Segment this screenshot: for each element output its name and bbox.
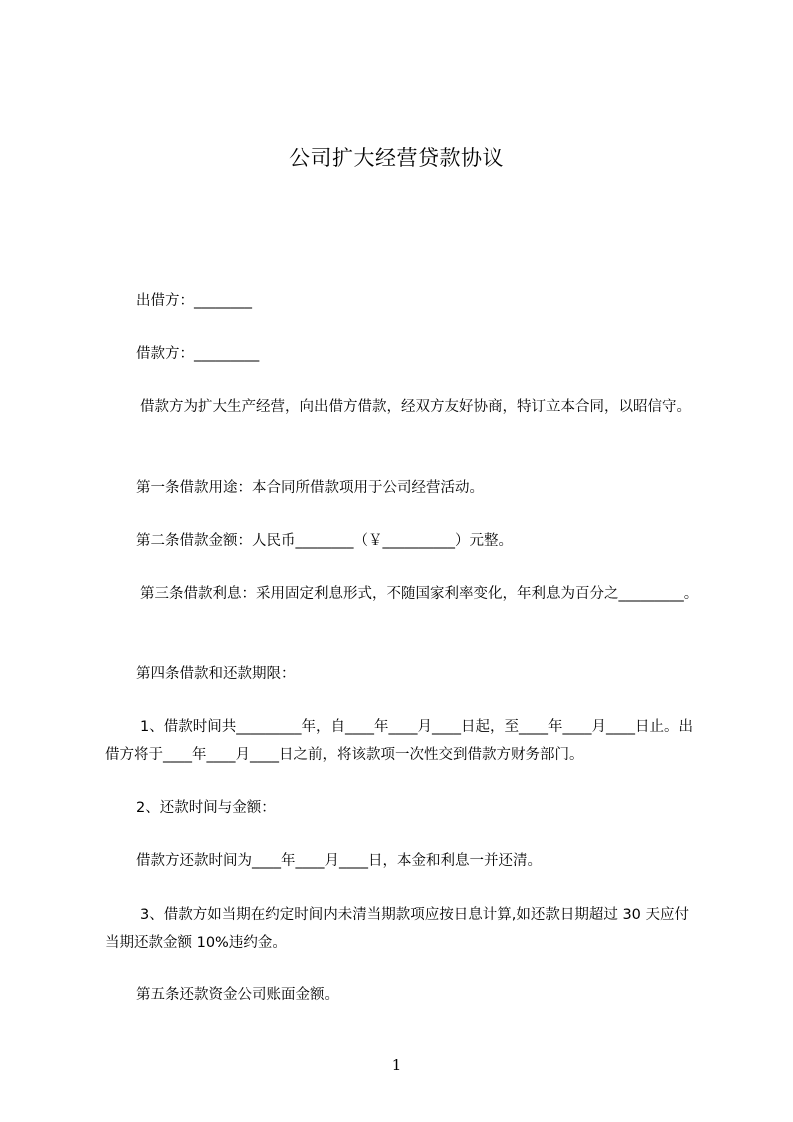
borrower-line: 借款方：_________ xyxy=(136,346,260,362)
article-4-item-2-heading: 2、还款时间与金额： xyxy=(136,800,276,816)
article-2: 第二条借款金额：人民币________（￥__________）元整。 xyxy=(136,533,513,549)
page-number: 1 xyxy=(391,1056,402,1074)
article-5: 第五条还款资金公司账面金额。 xyxy=(136,987,339,1003)
article-4-item-3: 3、借款方如当期在约定时间内未清当期款项应按日息计算,如还款日期超过 30 天应付当期还款金额 10%违约金。 xyxy=(105,907,690,951)
document-title: 公司扩大经营贷款协议 xyxy=(289,146,504,170)
article-4-item-1: 1、借款时间共_________年，自____年____月____日起，至____年____月____日止。出借方将于____年____月____日之前，将该款项一次性交到借款方财务部门。 xyxy=(105,719,693,763)
article-1: 第一条借款用途：本合同所借款项用于公司经营活动。 xyxy=(136,480,484,496)
article-4-heading: 第四条借款和还款期限： xyxy=(136,666,296,682)
article-3: 第三条借款利息：采用固定利息形式，不随国家利率变化，年利息为百分之_________。 xyxy=(140,586,699,602)
lender-line: 出借方：________ xyxy=(136,293,252,309)
intro-paragraph: 借款方为扩大生产经营，向出借方借款，经双方友好协商，特订立本合同，以昭信守。 xyxy=(140,399,691,415)
article-4-item-2-body: 借款方还款时间为____年____月____日，本金和利息一并还清。 xyxy=(136,853,542,869)
